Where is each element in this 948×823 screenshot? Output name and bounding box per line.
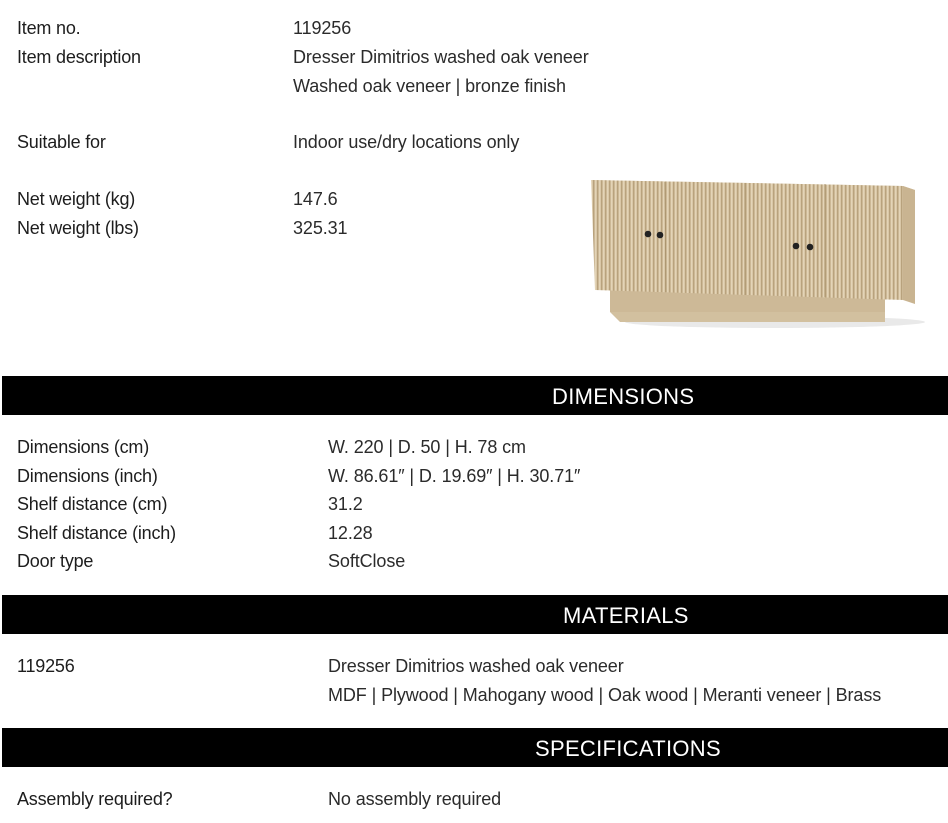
materials-title: MATERIALS	[563, 603, 689, 628]
dimensions-inch-value: W. 86.61″ | D. 19.69″ | H. 30.71″	[328, 466, 581, 486]
materials-item-label: 119256	[17, 656, 75, 676]
specifications-title: SPECIFICATIONS	[535, 736, 721, 761]
shelf-distance-cm-label: Shelf distance (cm)	[17, 494, 168, 514]
item-description-line1: Dresser Dimitrios washed oak veneer	[293, 47, 589, 67]
door-type-value: SoftClose	[328, 551, 406, 571]
shelf-distance-cm-value: 31.2	[328, 494, 363, 514]
suitable-for-label: Suitable for	[17, 132, 106, 152]
suitable-for-value: Indoor use/dry locations only	[293, 132, 520, 152]
item-no-value: 119256	[293, 18, 352, 38]
net-weight-lbs-label: Net weight (lbs)	[17, 218, 139, 238]
net-weight-kg-value: 147.6	[293, 189, 338, 209]
item-description-line2: Washed oak veneer | bronze finish	[293, 76, 566, 96]
dimensions-header-bar	[2, 376, 948, 415]
shelf-distance-inch-label: Shelf distance (inch)	[17, 523, 176, 543]
dimensions-cm-label: Dimensions (cm)	[17, 437, 150, 457]
item-description-label: Item description	[17, 47, 141, 67]
door-type-label: Door type	[17, 551, 94, 571]
materials-header-bar	[2, 595, 948, 634]
dresser-product-image	[585, 172, 925, 342]
shelf-distance-inch-value: 12.28	[328, 523, 373, 543]
net-weight-lbs-value: 325.31	[293, 218, 348, 238]
materials-list: MDF | Plywood | Mahogany wood | Oak wood | Meranti veneer | Brass	[328, 685, 882, 705]
dimensions-title: DIMENSIONS	[552, 384, 695, 409]
materials-description: Dresser Dimitrios washed oak veneer	[328, 656, 624, 676]
net-weight-kg-label: Net weight (kg)	[17, 189, 136, 209]
item-no-label: Item no.	[17, 18, 81, 38]
specifications-header-bar	[2, 728, 948, 767]
dimensions-cm-value: W. 220 | D. 50 | H. 78 cm	[328, 437, 526, 457]
dimensions-inch-label: Dimensions (inch)	[17, 466, 158, 486]
assembly-required-value: No assembly required	[328, 789, 502, 809]
assembly-required-label: Assembly required?	[17, 789, 173, 809]
